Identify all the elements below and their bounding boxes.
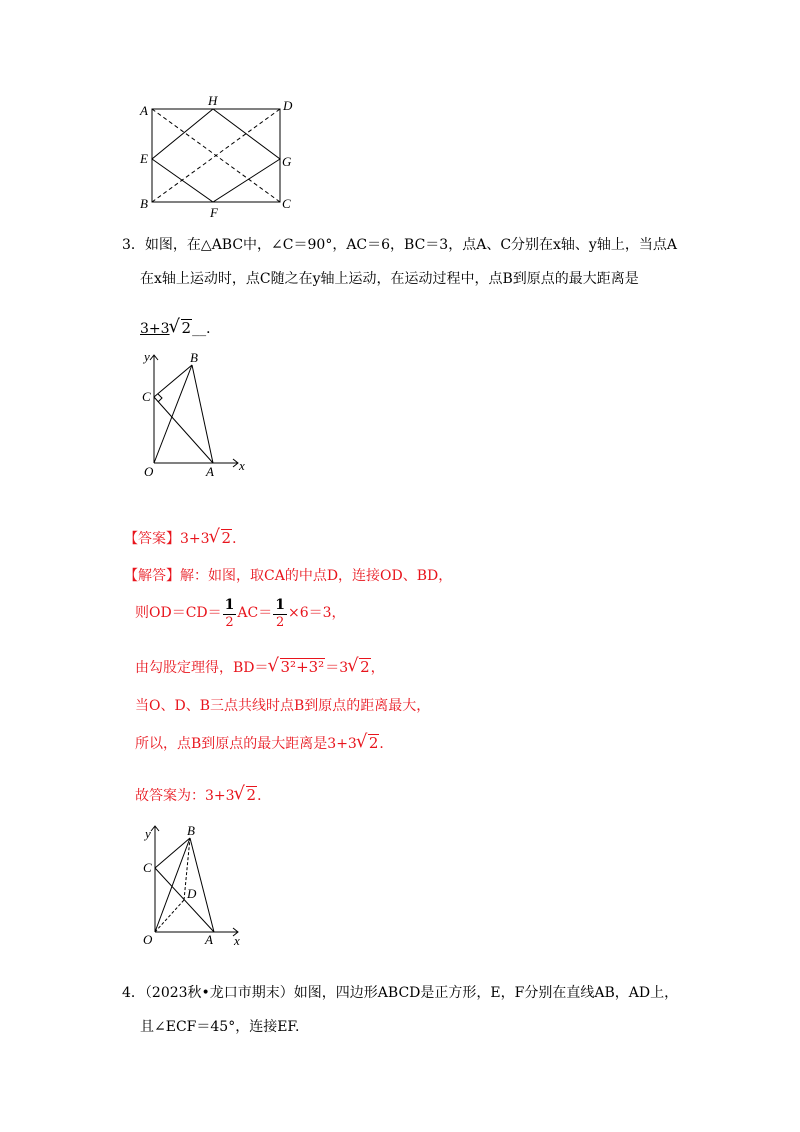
q3-line1 xyxy=(122,234,677,254)
label-D: D xyxy=(283,98,293,113)
step3-line: 当O、D、B三点共线时点B到原点的距离最大， xyxy=(135,698,431,714)
label-A: A xyxy=(140,103,148,118)
segment-BA xyxy=(190,838,214,932)
q4-text-2: 且∠ECF＝45°，连接EF. xyxy=(140,1019,300,1035)
segment-CA xyxy=(154,397,213,463)
label-C: C xyxy=(282,196,291,211)
solution-figure xyxy=(135,818,255,953)
step1-line: 则OD＝CD＝ $\frac{1}{2}$ AC＝ $\frac{1}{2}$ ×6＝3， xyxy=(135,597,346,630)
analysis-text: 解：如图，取CA的中点D，连接OD、BD， xyxy=(180,568,453,584)
label-B: B xyxy=(187,823,195,838)
label-O: O xyxy=(144,464,154,479)
segment-OB xyxy=(154,365,192,463)
label-B: B xyxy=(190,350,198,365)
label-B: B xyxy=(140,196,148,211)
label-y: y xyxy=(144,349,150,364)
q4-text-1: ．（2023秋•龙口市期末）如图，四边形ABCD是正方形，E，F分别在直线AB，AD上， xyxy=(130,985,679,1001)
label-E: E xyxy=(140,151,148,166)
label-C: C xyxy=(143,860,152,875)
fraction-half-1: $\frac{1}{2}$ xyxy=(224,597,235,630)
q3-coordinate-figure xyxy=(138,345,253,480)
segment-OB xyxy=(155,838,190,932)
segment-OD xyxy=(155,900,184,932)
label-O: O xyxy=(143,932,153,947)
rectangle-rhombus-figure xyxy=(130,90,305,222)
q3-answer: 3+3√ 2 xyxy=(140,321,192,337)
label-A: A xyxy=(206,464,214,479)
step4-line: 所以，点B到原点的最大距离是3+3√ 2． xyxy=(135,733,393,753)
label-C: C xyxy=(142,389,151,404)
label-H: H xyxy=(208,93,218,108)
step2-line: 由勾股定理得，BD＝√ 3²+3²＝3√ 2， xyxy=(135,657,385,677)
q4-line1 xyxy=(122,982,678,1002)
label-F: F xyxy=(210,205,218,220)
q3-text-1: ．如图，在△ABC中，∠C＝90°，AC＝6，BC＝3，点A、C分别在x轴、y轴上，当点A xyxy=(130,237,677,253)
label-x: x xyxy=(239,458,245,473)
analysis-line xyxy=(124,565,452,585)
answer-line: 【答案】3+3√ 2． xyxy=(124,528,246,548)
answer-tag: 【答案】 xyxy=(124,531,180,547)
label-A: A xyxy=(205,932,213,947)
q3-text-2: 在x轴上运动时，点C随之在y轴上运动，在运动过程中，点B到原点的最大距离是 xyxy=(140,271,639,287)
q3-number: 3 xyxy=(122,237,131,253)
analysis-tag: 【解答】 xyxy=(124,568,180,584)
label-G: G xyxy=(282,154,292,169)
q4-number: 4 xyxy=(122,985,131,1001)
q3-line2 xyxy=(140,268,639,288)
q3-answer-blank: 3+3√ 2__． xyxy=(140,318,220,338)
label-D: D xyxy=(187,886,197,901)
final-answer-line: 故答案为：3+3√ 2． xyxy=(135,785,271,805)
label-x: x xyxy=(234,933,240,948)
label-y: y xyxy=(145,826,151,841)
fraction-half-2: $\frac{1}{2}$ xyxy=(275,597,285,630)
q4-line2 xyxy=(140,1016,299,1036)
right-angle-mark xyxy=(158,394,162,402)
segment-BA xyxy=(192,365,213,463)
